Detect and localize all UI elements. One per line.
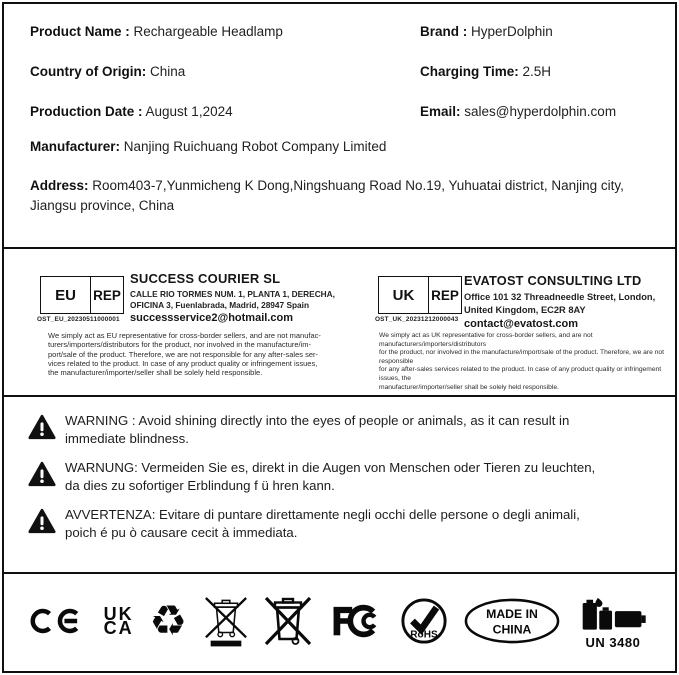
uk-rep-email: contact@evatost.com <box>464 318 579 330</box>
production-date-field <box>30 104 233 119</box>
warning-line: da dies zu sofortiger Erblindung f ü hren kann. <box>65 477 335 493</box>
eu-rep-company-name: SUCCESS COURIER SL <box>130 271 281 286</box>
charging-time-field <box>420 64 551 79</box>
ukca-mark-icon <box>103 603 134 638</box>
uk-disclaimer-line: We simply act as UK representative for cross-border sellers, and are not manufacturers/importers/distributors <box>379 332 593 348</box>
brand-field <box>420 24 553 39</box>
uk-rep-address-line-2: United Kingdom, EC2R 8AY <box>464 304 586 315</box>
warning-triangle-icon <box>28 461 56 487</box>
eu-rep-registration-code: OST_EU_20230511000001 <box>37 316 120 323</box>
warning-line: AVVERTENZA: Evitare di puntare direttamente negli occhi delle persone o degli animali, <box>65 507 580 522</box>
un-3480-glyph <box>577 592 649 634</box>
uk-rep-badge <box>378 276 462 314</box>
eu-disclaimer-line: the manufacturer/importer/seller shall be solely held responsible. <box>48 368 263 378</box>
charging-time-value: 2.5H <box>522 64 552 79</box>
eu-disclaimer-line: port/sale of the product. Therefore, we are not responsible for any after-sales ser- <box>48 349 318 359</box>
ce-mark-icon <box>30 607 88 635</box>
warning-line: WARNING : Avoid shining directly into the eyes of people or animals, as it can result in <box>65 413 570 428</box>
warning-triangle-icon <box>28 508 56 534</box>
eu-rep-company-block <box>130 271 335 324</box>
uk-rep-address <box>464 291 655 316</box>
crossed-wheelie-bin-icon <box>264 595 312 647</box>
uk-rep-badge-region: UK <box>379 277 429 313</box>
manufacturer-label: Manufacturer: <box>30 139 121 154</box>
un-3480-text: UN 3480 <box>585 635 641 650</box>
eu-rep-address-line-1: CALLE RIO TORMES NUM. 1, PLANTA 1, DERECHA, <box>130 289 335 299</box>
eu-disclaimer-line: We simply act as EU representative for cross-border sellers, and are not manufac- <box>48 331 321 340</box>
eu-rep-email: successservice2@hotmail.com <box>130 312 293 324</box>
address-value: Room403-7,Yunmicheng K Dong,Ningshuang Road No.19, Yuhuatai district, Nanjing city, Jiangsu province, China <box>30 178 624 213</box>
address-field <box>30 176 650 216</box>
uk-disclaimer-line: for any after-sales services related to the product. In case of any product quality or infringement issues, the <box>379 366 662 382</box>
weee-crossed-bin-with-bar-icon <box>203 594 249 648</box>
ukca-line-1: UK <box>103 603 134 624</box>
brand-value: HyperDolphin <box>471 24 553 39</box>
eu-disclaimer-line: turers/importers/distributors for the product, nor involved in the manufacture/im- <box>48 340 312 350</box>
fcc-mark-icon <box>328 600 384 642</box>
brand-label: Brand : <box>420 24 468 39</box>
made-in-line-1: MADE IN <box>486 607 539 622</box>
warning-italian <box>28 506 653 541</box>
product-name-label: Product Name : <box>30 24 130 39</box>
manufacturer-field <box>30 139 386 154</box>
rohs-text: RoHS <box>409 629 438 641</box>
uk-rep-registration-code: OST_UK_20231212000043 <box>375 316 459 323</box>
uk-disclaimer-line: manufacturer/importer/seller shall be solely held responsible. <box>379 383 559 391</box>
eu-rep-badge-region: EU <box>41 277 91 313</box>
production-date-value: August 1,2024 <box>145 104 233 119</box>
section-divider-2 <box>4 395 675 397</box>
country-of-origin-field <box>30 64 185 79</box>
address-label: Address: <box>30 178 89 193</box>
eu-rep-badge-role: REP <box>93 287 121 303</box>
section-divider-1 <box>4 247 675 249</box>
manufacturer-value: Nanjing Ruichuang Robot Company Limited <box>123 139 387 154</box>
made-in-china-oval-icon <box>463 597 561 645</box>
eu-rep-address-line-2: OFICINA 3, Fuenlabrada, Madrid, 28947 Spain <box>130 299 310 310</box>
eu-rep-disclaimer <box>48 331 354 377</box>
warning-english-text <box>65 412 569 447</box>
country-of-origin-value: China <box>150 64 186 79</box>
email-value: sales@hyperdolphin.com <box>464 104 617 119</box>
rohs-glyph <box>400 597 448 645</box>
warning-triangle-icon <box>28 414 56 440</box>
warning-line: immediate blindness. <box>65 430 189 446</box>
email-label: Email: <box>420 104 461 119</box>
crossed-bin-glyph <box>264 595 312 647</box>
production-date-label: Production Date : <box>30 104 143 119</box>
uk-rep-company-name: EVATOST CONSULTING LTD <box>464 273 642 288</box>
warning-italian-text <box>65 506 580 541</box>
warning-german <box>28 459 653 494</box>
uk-rep-badge-role: REP <box>431 287 459 303</box>
un-3480-battery-mark-icon <box>577 592 649 650</box>
recycling-symbol-icon: ♻ <box>149 596 187 645</box>
product-name-field <box>30 24 283 39</box>
eu-rep-address <box>130 289 335 310</box>
made-in-china-glyph <box>463 597 561 645</box>
warning-english <box>28 412 653 447</box>
charging-time-label: Charging Time: <box>420 64 519 79</box>
made-in-line-2: CHINA <box>492 622 532 637</box>
warning-german-text <box>65 459 595 494</box>
eu-disclaimer-line: vices related to the product. In case of any product quality or infringement issues, <box>48 358 318 368</box>
country-of-origin-label: Country of Origin: <box>30 64 147 79</box>
certification-marks-row <box>4 574 675 668</box>
eu-rep-badge <box>40 276 124 314</box>
uk-rep-address-line-1: Office 101 32 Threadneedle Street, London, <box>464 292 656 302</box>
ce-glyph <box>30 607 88 635</box>
fcc-glyph <box>328 600 384 642</box>
warning-line: WARNUNG: Vermeiden Sie es, direkt in die Augen von Menschen oder Tieren zu leuchten, <box>65 460 596 475</box>
uk-disclaimer-line: for the product, nor involved in the manufacture/import/sale of the product. Therefore, we are not responsible <box>379 349 664 365</box>
warning-line: poich é pu ò causare cecit à immediata. <box>65 524 298 540</box>
email-field <box>420 104 616 119</box>
weee-bin-glyph <box>203 594 249 648</box>
rohs-check-icon <box>400 597 448 645</box>
ukca-line-2: CA <box>103 618 134 638</box>
product-name-value: Rechargeable Headlamp <box>133 24 283 39</box>
uk-rep-company-block <box>464 273 655 330</box>
uk-rep-disclaimer <box>379 332 669 392</box>
